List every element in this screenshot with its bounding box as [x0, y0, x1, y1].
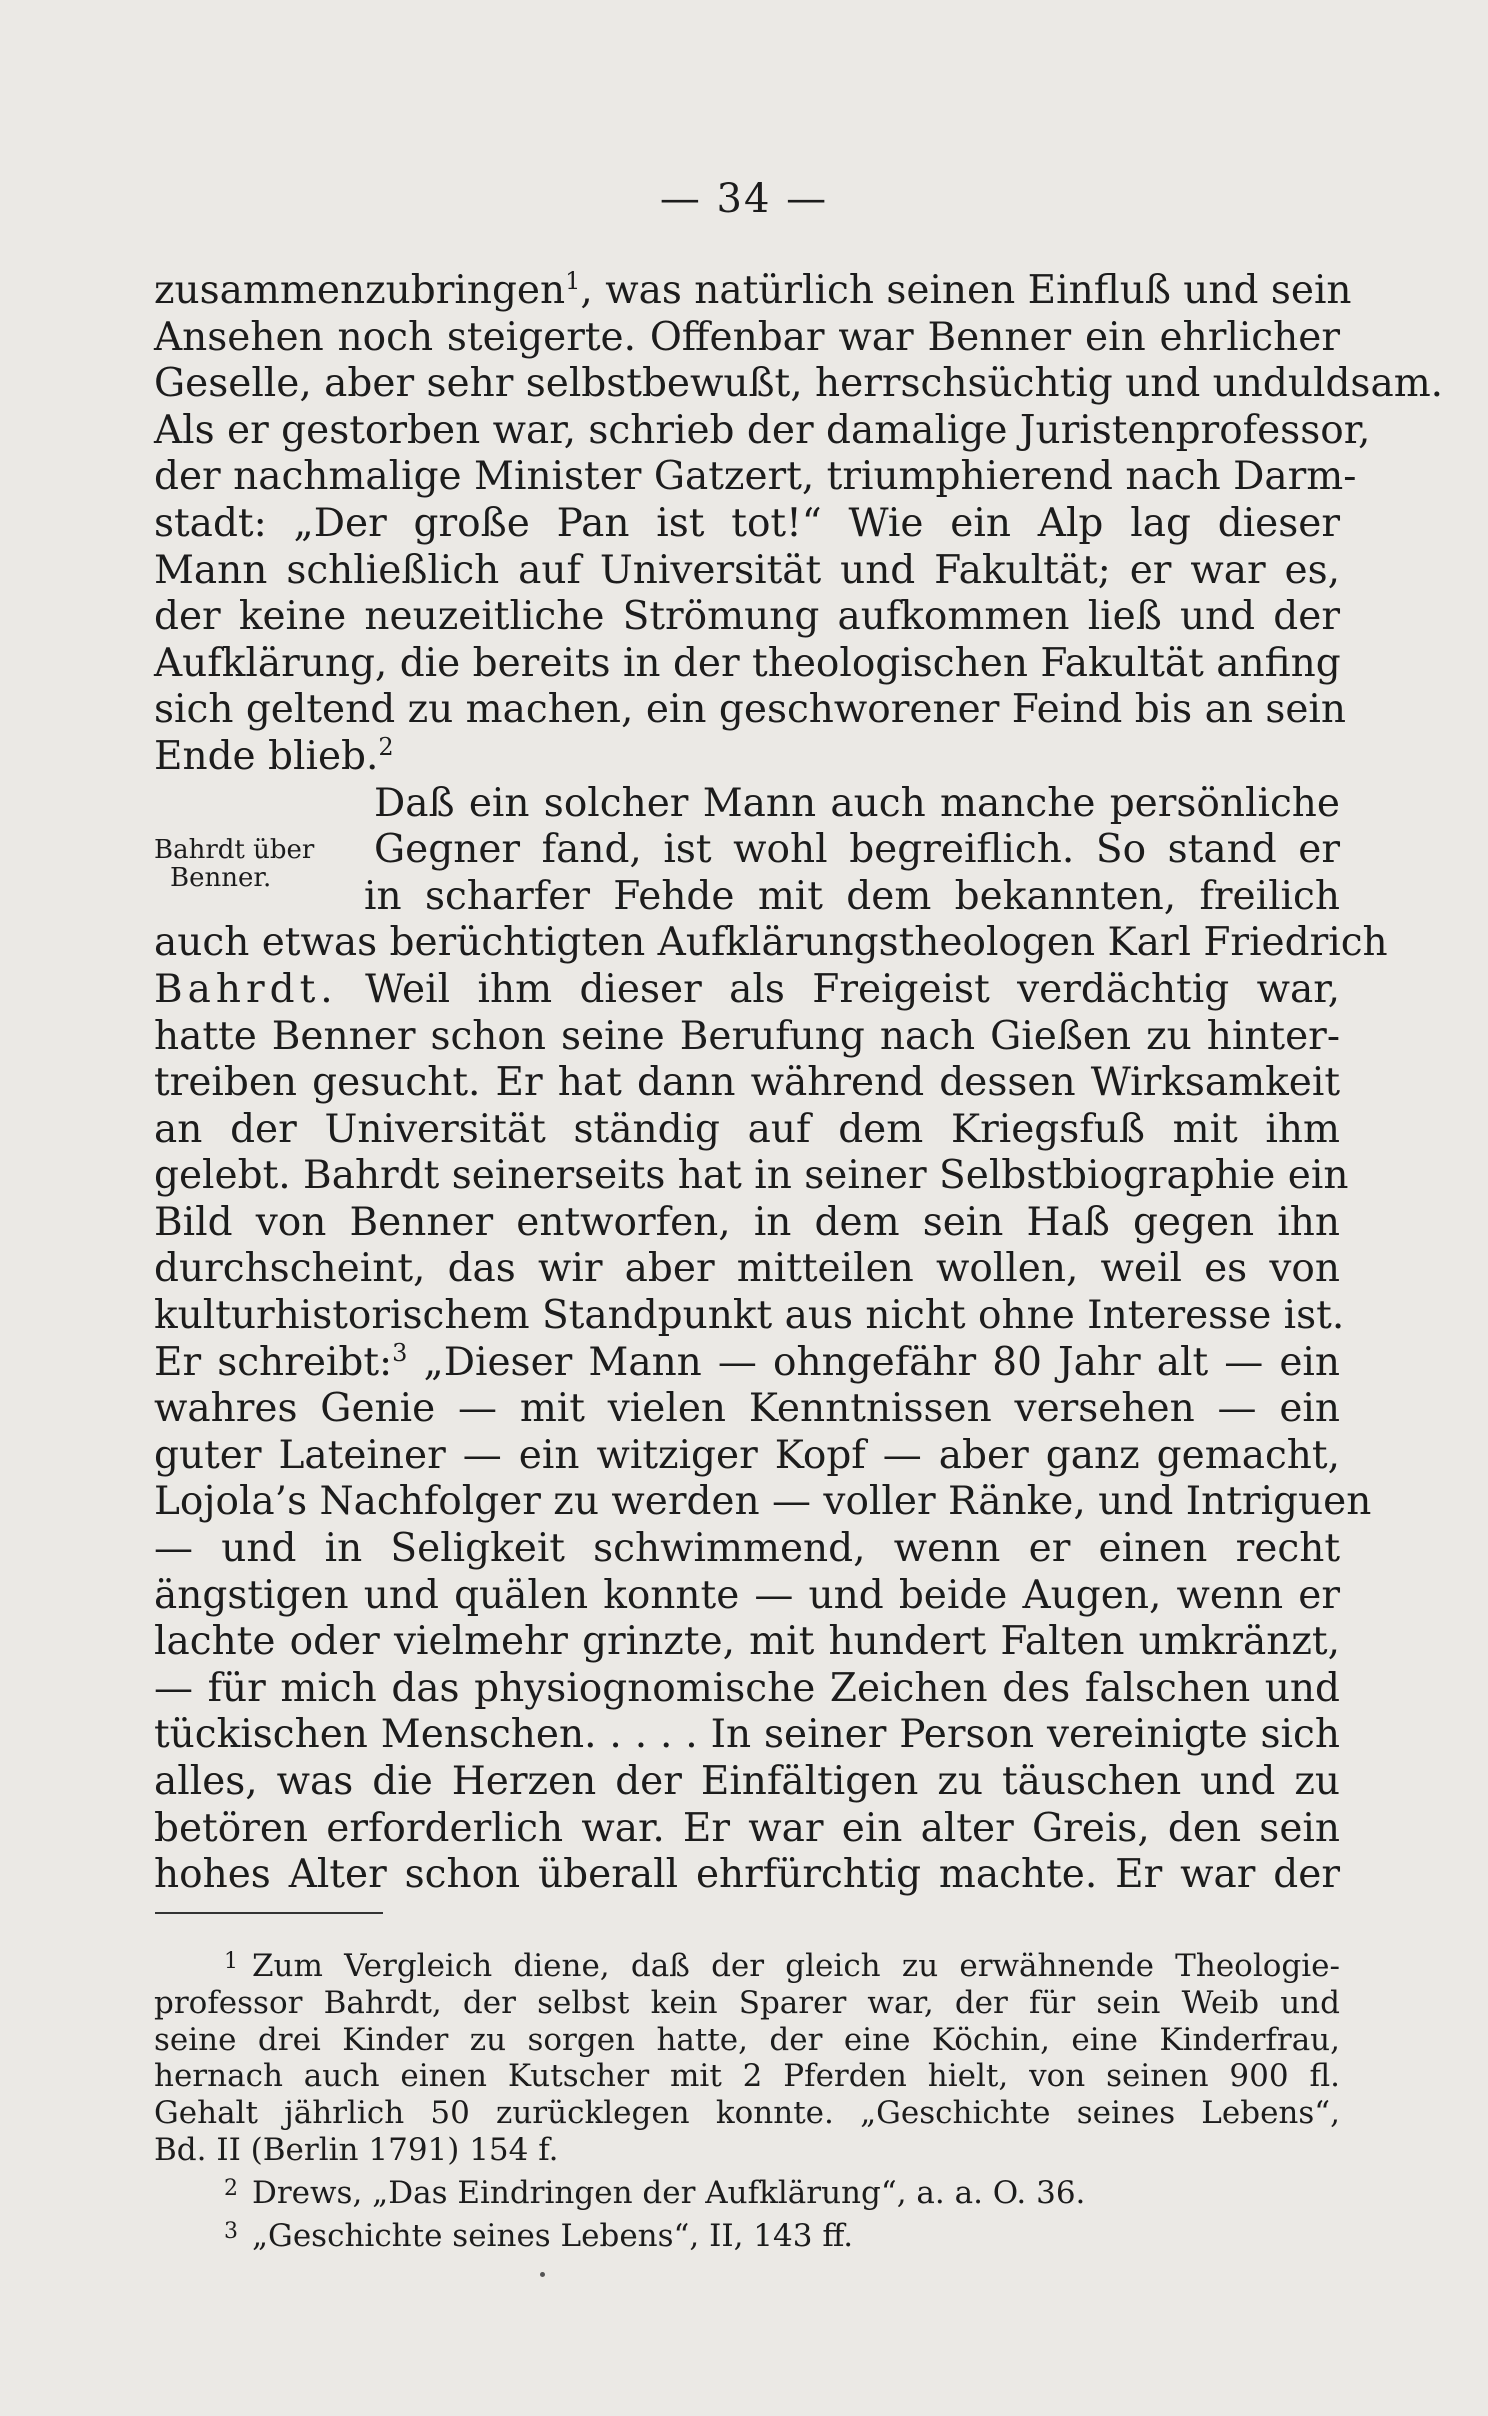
- text-line: Als er gestorben war, schrieb der damalige Juristenprofessor,: [154, 407, 1371, 453]
- footnote-line: seine drei Kinder zu sorgen hatte, der eine Köchin, eine Kinderfrau,: [154, 2021, 1340, 2058]
- footnote-mark: 1: [224, 1949, 238, 1974]
- text-line: in scharfer Fehde mit dem bekannten, freilich: [364, 873, 1340, 919]
- text-line: lachte oder vielmehr grinzte, mit hundert Falten umkränzt,: [154, 1619, 1340, 1665]
- text-line: — und in Seligkeit schwimmend, wenn er einen recht: [154, 1526, 1340, 1572]
- text-line: guter Lateiner — ein witziger Kopf — aber ganz gemacht,: [154, 1432, 1340, 1478]
- text-line: Daß ein solcher Mann auch manche persönliche: [374, 780, 1340, 826]
- footnote-ref-3: 3: [392, 1338, 408, 1367]
- footnote-line: professor Bahrdt, der selbst kein Sparer war, der für sein Weib und: [154, 1984, 1340, 2021]
- text-line: stadt: „Der große Pan ist tot!“ Wie ein Alp lag dieser: [154, 500, 1340, 546]
- text-line: zusammenzubringen$^1$, was natürlich seinen Einfluß und sein: [154, 267, 1352, 313]
- text-line: an der Universität ständig auf dem Kriegsfuß mit ihm: [154, 1106, 1340, 1152]
- footnote-line: Bd. II (Berlin 1791) 154 f.: [154, 2131, 559, 2168]
- text-line: gelebt. Bahrdt seinerseits hat in seiner Selbstbiographie ein: [154, 1153, 1349, 1199]
- footnote-ref-2: 2: [378, 732, 394, 761]
- text-line: — für mich das physiognomische Zeichen des falschen und: [154, 1665, 1340, 1711]
- footnote-1: $^1$ Zum Vergleich diene, daß der gleich zu erwähnende Theologie-: [224, 1948, 1340, 1984]
- name-bahrdt: Bahrdt.: [154, 966, 338, 1012]
- text-line: Gesellе, aber sehr selbstbewußt, herrschsüchtig und unduldsam.: [154, 361, 1444, 407]
- text-line: hohes Alter schon überall ehrfürchtig machte. Er war der: [154, 1852, 1340, 1898]
- marginal-note-line: Benner.: [170, 863, 272, 893]
- text-line: der keine neuzeitliche Strömung aufkommen ließ und der: [154, 594, 1340, 640]
- text-line: sich geltend zu machen, ein geschworener Feind bis an sein: [154, 687, 1347, 733]
- text-line: Ansehen noch steigerte. Offenbar war Benner ein ehrlicher: [154, 314, 1340, 360]
- paper-speck: [540, 2272, 545, 2277]
- footnote-separator: [155, 1912, 383, 1914]
- text-line: Gegner fand, ist wohl begreiflich. So stand er: [374, 827, 1340, 873]
- text-line: wahres Genie — mit vielen Kenntnissen versehen — ein: [154, 1386, 1340, 1432]
- text-line: der nachmalige Minister Gatzert, triumphierend nach Darm-: [154, 454, 1357, 500]
- footnote-mark: 2: [224, 2175, 238, 2201]
- text-line: Aufklärung, die bereits in der theologischen Fakultät anfing: [154, 640, 1341, 686]
- text-line: tückischen Menschen. . . . . In seiner Person vereinigte sich: [154, 1712, 1340, 1758]
- marginal-note: [154, 836, 354, 892]
- text-line: Lojola’s Nachfolger zu werden — voller Ränke, und Intriguen: [154, 1479, 1372, 1525]
- footnote-2: $^2$ Drews, „Das Eindringen der Aufklärung“, a. a. O. 36.: [224, 2174, 1086, 2211]
- text-line: durchscheint, das wir aber mitteilen wollen, weil es von: [154, 1246, 1340, 1292]
- text-line: treiben gesucht. Er hat dann während dessen Wirksamkeit: [154, 1060, 1340, 1106]
- page-number: — 34 —: [659, 176, 829, 222]
- footnote-ref-1: 1: [565, 267, 581, 295]
- footnote-line: Gehalt jährlich 50 zurücklegen konnte. „Geschichte seines Lebens“,: [154, 2095, 1340, 2132]
- text-line: Ende blieb.$^2$: [154, 732, 394, 779]
- footnote-line: hernach auch einen Kutscher mit 2 Pferden hielt, von seinen 900 fl.: [154, 2058, 1340, 2095]
- text-line: alles, was die Herzen der Einfältigen zu täuschen und zu: [154, 1759, 1340, 1804]
- marginal-note-line: Bahrdt über: [154, 835, 315, 865]
- footnote-mark: 3: [224, 2218, 238, 2244]
- footnotes: [154, 1948, 1340, 2254]
- text-line: Bild von Benner entworfen, in dem sein Haß gegen ihn: [154, 1199, 1340, 1245]
- text-line: Mann schließlich auf Universität und Fakultät; er war es,: [154, 547, 1340, 593]
- text-line: hatte Benner schon seine Berufung nach Gießen zu hinter-: [154, 1013, 1340, 1059]
- text-line: auch etwas berüchtigten Aufklärungstheologen Karl Friedrich: [154, 920, 1388, 966]
- text-line: kulturhistorischem Standpunkt aus nicht ohne Interesse ist.: [154, 1293, 1345, 1339]
- text-line: betören erforderlich war. Er war ein alter Greis, den sein: [154, 1805, 1340, 1851]
- main-text: [154, 267, 1444, 1899]
- text-line: ängstigen und quälen konnte — und beide Augen, wenn er: [154, 1572, 1340, 1618]
- footnote-3: $^3$ „Geschichte seines Lebens“, II, 143 ff.: [224, 2217, 854, 2254]
- text-line: Er schreibt:$^3$ „Dieser Mann — ohngefähr 80 Jahr alt — ein: [154, 1338, 1340, 1385]
- text-line: Bahrdt. Weil ihm dieser als Freigeist verdächtig war,: [154, 966, 1340, 1012]
